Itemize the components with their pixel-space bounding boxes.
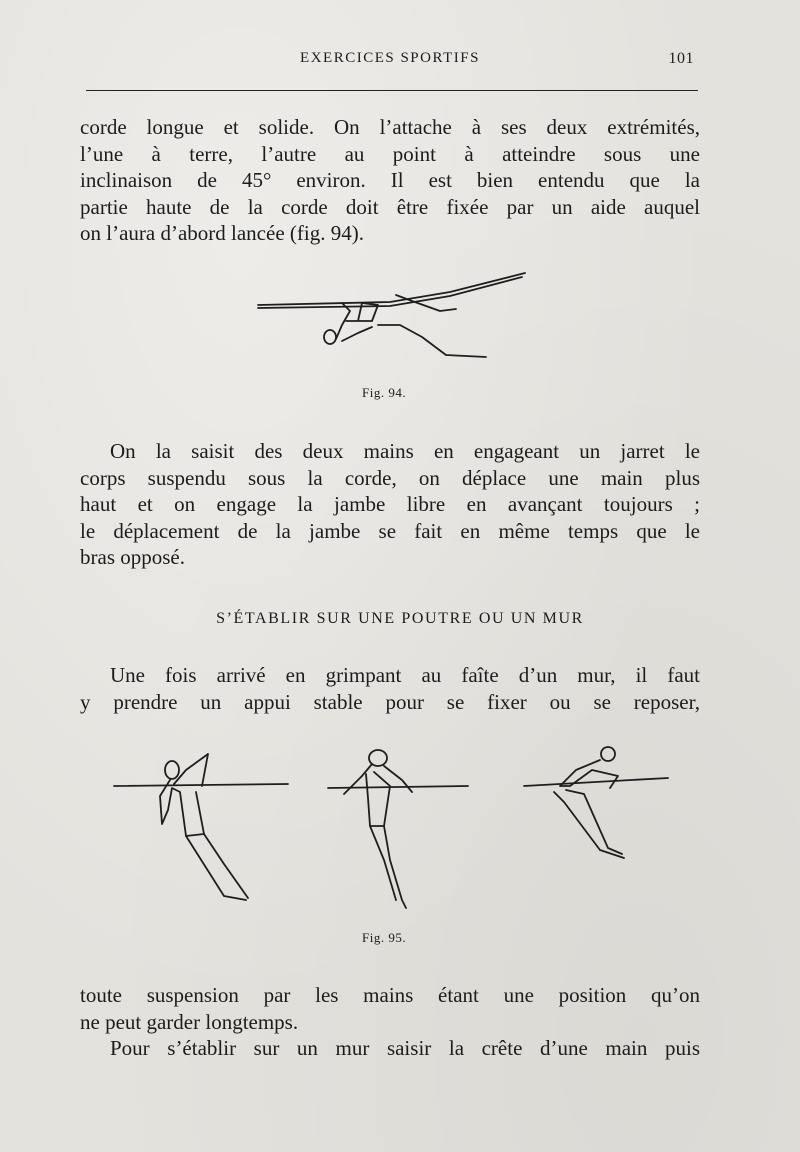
text-line: partie haute de la corde doit être fixée par un aide auquel <box>80 194 700 219</box>
figure-left-head <box>165 761 179 779</box>
wall-line-middle <box>328 786 468 788</box>
figure-middle-arms <box>344 764 412 794</box>
running-head <box>80 50 700 74</box>
figure-left-legs <box>186 834 248 900</box>
climber-free-leg <box>378 325 486 357</box>
figure-95-caption: Fig. 95. <box>362 930 407 945</box>
figure-right-head <box>601 747 615 761</box>
wall-line-left <box>114 784 288 786</box>
text-line: On la saisit des deux mains en engageant un jarret le <box>110 439 700 463</box>
text-line: bras opposé. <box>80 545 185 569</box>
text-line: inclinaison de 45° environ. Il est bien entendu que la <box>80 168 700 192</box>
text-line: corps suspendu sous la corde, on déplace une main plus <box>80 465 700 490</box>
paragraph-wall-technique <box>80 1035 700 1062</box>
section-heading: S’ÉTABLIR SUR UNE POUTRE OU UN MUR <box>216 610 584 627</box>
text-line: y prendre un appui stable pour se fixer ou se reposer, <box>80 689 700 714</box>
text-line: le déplacement de la jambe se fait en même temps que le <box>80 518 700 543</box>
figure-94-caption: Fig. 94. <box>362 385 407 400</box>
figure-95-wall-mount-illustration <box>100 740 680 920</box>
text-line: haut et on engage la jambe libre en avançant toujours ; <box>80 492 700 516</box>
running-head-title: EXERCICES SPORTIFS <box>300 50 480 66</box>
page-number: 101 <box>668 50 694 67</box>
figure-right-legs <box>554 790 624 858</box>
paragraph-wall-top <box>80 662 700 715</box>
paragraph-rope-technique <box>80 438 700 571</box>
text-line: on l’aura d’abord lancée (fig. 94). <box>80 221 364 245</box>
wall-line-right <box>524 778 668 786</box>
figure-middle-torso <box>366 772 390 826</box>
climber-lower-arm <box>342 327 372 341</box>
climber-head <box>324 330 336 344</box>
text-line: corde longue et solide. On l’attache à ses deux extrémités, <box>80 115 700 139</box>
text-line: Une fois arrivé en grimpant au faîte d’un mur, il faut <box>110 663 700 687</box>
text-line: l’une à terre, l’autre au point à atteindre sous une <box>80 141 700 166</box>
figure-94-rope-climber-illustration <box>250 265 540 370</box>
text-line: toute suspension par les mains étant une position qu’on <box>80 983 700 1007</box>
paragraph-rope-setup <box>80 114 700 247</box>
paragraph-suspension <box>80 982 700 1035</box>
header-rule <box>86 90 698 91</box>
text-line: ne peut garder longtemps. <box>80 1009 299 1034</box>
text-line: Pour s’établir sur un mur saisir la crête d’une main puis <box>110 1036 700 1060</box>
figure-middle-legs <box>370 826 406 908</box>
rope <box>258 273 525 305</box>
figure-left-torso <box>160 780 204 836</box>
